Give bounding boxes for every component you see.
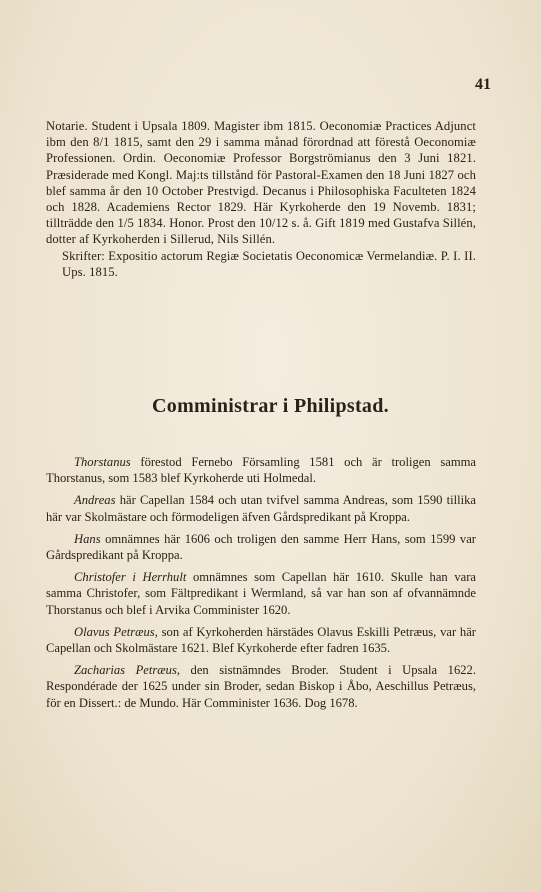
entry-name: Andreas <box>74 493 116 508</box>
page-number: 41 <box>475 76 491 93</box>
list-item <box>46 662 476 711</box>
list-item <box>46 531 476 563</box>
entry-text: här Capellan 1584 och utan tvifvel samma Andreas, som 1590 tillika här var Skolmästare och förmodeligen äfven Gårdspredikant på Kroppa. <box>46 493 476 524</box>
section-heading-text: Comministrar i Philipstad. <box>152 395 389 417</box>
writings-paragraph: Skrifter: Expositio actorum Regiæ Societatis Oeconomicæ Vermelandiæ. P. I. II. Ups. 1815. <box>62 248 476 279</box>
entry-text: förestod Fernebo Församling 1581 och är troligen samma Thorstanus, som 1583 blef Kyrkoherde uti Holmedal. <box>46 455 476 486</box>
list-item <box>46 454 476 486</box>
entry-text: den sistnämndes Broder. Student i Upsala 1622. Respondérade der 1625 under sin Broder, sedan Biskop i Åbo, Aeschillus Petræus, för en Dissert.: de Mundo. Här Comminister 1636. Dog 1678. <box>46 663 476 710</box>
section-heading <box>0 395 541 418</box>
entry-text: omnämnes som Capellan här 1610. Skulle han vara samma Christofer, som Fältpredikant i Wermland, så var han son af ofvannämnde Thorstanus och blef i Arvika Comminister 1620. <box>46 570 476 617</box>
list-item <box>46 492 476 524</box>
comminister-list <box>46 454 476 717</box>
top-section <box>46 118 476 280</box>
entry-text: omnämnes här 1606 och troligen den samme Herr Hans, som 1599 var Gårdspredikant på Kroppa. <box>46 531 476 563</box>
entry-name: Christofer i Herrhult <box>74 570 187 585</box>
entry-text: son af Kyrkoherden härstädes Olavus Eskilli Petræus, var här Capellan och Skolmästare 1621. Blef Kyrkoherde efter fadren 1635. <box>46 624 476 656</box>
entry-name: Hans <box>74 531 101 546</box>
list-item <box>46 624 476 656</box>
entry-name: Thorstanus <box>74 455 131 469</box>
biography-paragraph: Notarie. Student i Upsala 1809. Magister ibm 1815. Oeconomiæ Practices Adjunct ibm den 8/1 1815, samt den 29 i samma månad förordnad att förestå Oeconomiæ Professionen. Ordin. Oeconomiæ Professor Borgströmianus den 3 Juni 1821. Præsiderade med Kongl. Maj:ts tillstånd för Pastoral-Examen den 18 Juni 1827 och blef samma år den 10 October Prestvigd. Decanus i Philosophiska Faculteten 1824 och 1828. Academiens Rector 1829. Här Kyrkoherde den 19 Novemb. 1831; tillträdde den 1/5 1834. Honor. Prost den 10/12 s. å. Gift 1819 med Gustafva Sillén, dotter af Kyrkoherden i Sillerud, Nils Sillén. <box>46 119 476 247</box>
entry-name: Zacharias Petræus, <box>74 663 181 678</box>
entry-name: Olavus Petræus, <box>74 624 158 639</box>
list-item <box>46 569 476 618</box>
